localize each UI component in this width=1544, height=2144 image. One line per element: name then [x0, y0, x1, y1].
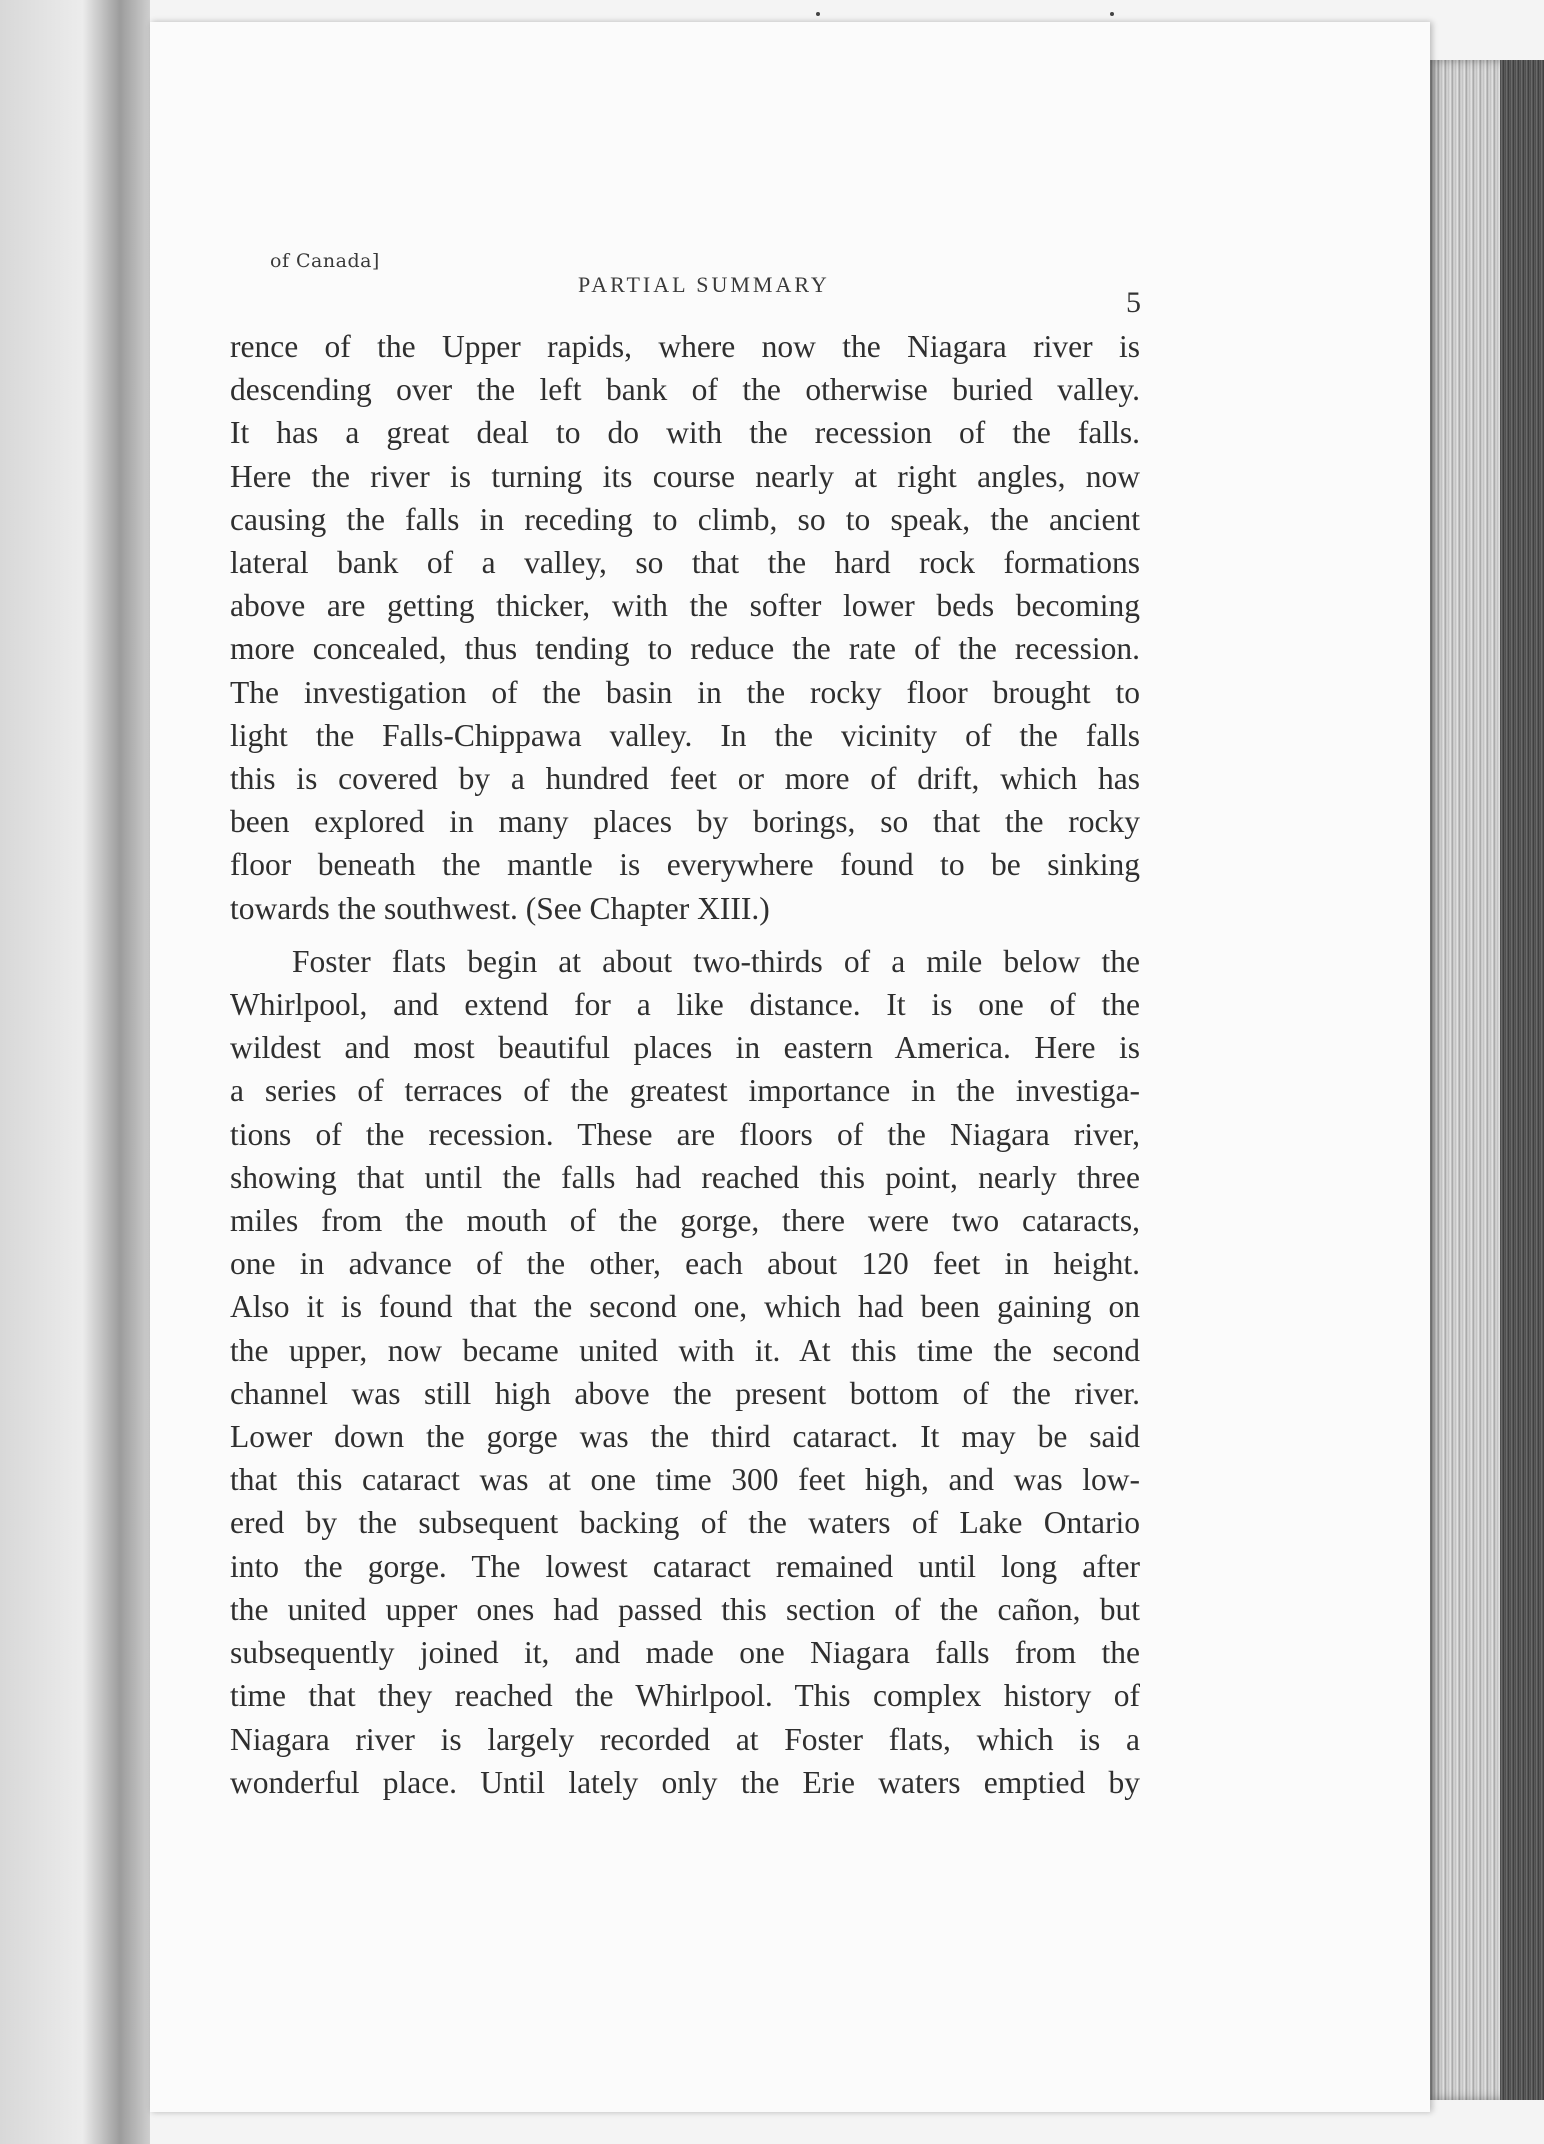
- text-line: the united upper ones had passed this section of the cañon, but: [230, 1591, 1140, 1627]
- text-line: light the Falls-Chippawa valley. In the vicinity of the falls: [230, 717, 1140, 753]
- text-line: rence of the Upper rapids, where now the Niagara river is: [230, 329, 1140, 364]
- text-line: causing the falls in receding to climb, so to speak, the ancient: [230, 501, 1140, 537]
- text-line: Lower down the gorge was the third cataract. It may be said: [230, 1419, 1140, 1455]
- text-line: Also it is found that the second one, which had been gaining on: [230, 1289, 1140, 1325]
- text-line: time that they reached the Whirlpool. This complex history of: [230, 1678, 1140, 1714]
- text-line: Foster flats begin at about two-thirds of a mile below the: [292, 943, 1140, 979]
- running-title: PARTIAL SUMMARY: [578, 272, 830, 297]
- text-line: The investigation of the basin in the rocky floor brought to: [230, 674, 1140, 710]
- text-line: been explored in many places by borings, so that the rocky: [230, 804, 1140, 840]
- text-line: into the gorge. The lowest cataract remained until long after: [230, 1548, 1140, 1584]
- speck-mark: [1110, 12, 1114, 16]
- text-line: towards the southwest. (See Chapter XIII.): [230, 890, 770, 926]
- text-line: more concealed, thus tending to reduce the rate of the recession.: [230, 631, 1140, 667]
- text-line: tions of the recession. These are floors of the Niagara river,: [230, 1116, 1140, 1152]
- text-line: subsequently joined it, and made one Niagara falls from the: [230, 1635, 1140, 1671]
- text-line: a series of terraces of the greatest importance in the investiga-: [230, 1073, 1140, 1109]
- text-line: It has a great deal to do with the recession of the falls.: [230, 415, 1140, 451]
- page-number: 5: [1126, 286, 1141, 319]
- paragraph-2: [230, 940, 1140, 1804]
- text-line: showing that until the falls had reached this point, nearly three: [230, 1159, 1140, 1195]
- speck-mark: [816, 12, 820, 16]
- text-line: channel was still high above the present bottom of the river.: [230, 1375, 1140, 1411]
- text-line: that this cataract was at one time 300 feet high, and was low-: [230, 1462, 1140, 1498]
- text-line: above are getting thicker, with the softer lower beds becoming: [230, 588, 1140, 624]
- text-line: Here the river is turning its course nearly at right angles, now: [230, 458, 1140, 494]
- left-page-spine: [0, 0, 150, 2144]
- body-text: [230, 325, 1140, 1804]
- text-line: Niagara river is largely recorded at Foster flats, which is a: [230, 1721, 1140, 1757]
- text-line: wildest and most beautiful places in eastern America. Here is: [230, 1030, 1140, 1066]
- text-line: descending over the left bank of the otherwise buried valley.: [230, 372, 1140, 408]
- text-line: floor beneath the mantle is everywhere found to be sinking: [230, 847, 1140, 883]
- page-block-shadow: [1500, 60, 1544, 2100]
- text-line: one in advance of the other, each about 120 feet in height.: [230, 1246, 1140, 1282]
- text-line: ered by the subsequent backing of the waters of Lake Ontario: [230, 1505, 1140, 1541]
- text-line: Whirlpool, and extend for a like distance. It is one of the: [230, 987, 1140, 1023]
- text-line: the upper, now became united with it. At this time the second: [230, 1332, 1140, 1368]
- text-line: wonderful place. Until lately only the Erie waters emptied by: [230, 1764, 1140, 1800]
- text-line: lateral bank of a valley, so that the hard rock formations: [230, 545, 1140, 581]
- text-line: miles from the mouth of the gorge, there were two cataracts,: [230, 1203, 1140, 1239]
- paragraph-gap: [230, 930, 1140, 940]
- text-line: this is covered by a hundred feet or more of drift, which has: [230, 761, 1140, 797]
- paragraph-1: [230, 325, 1140, 930]
- running-head-left: of Canada]: [270, 250, 380, 272]
